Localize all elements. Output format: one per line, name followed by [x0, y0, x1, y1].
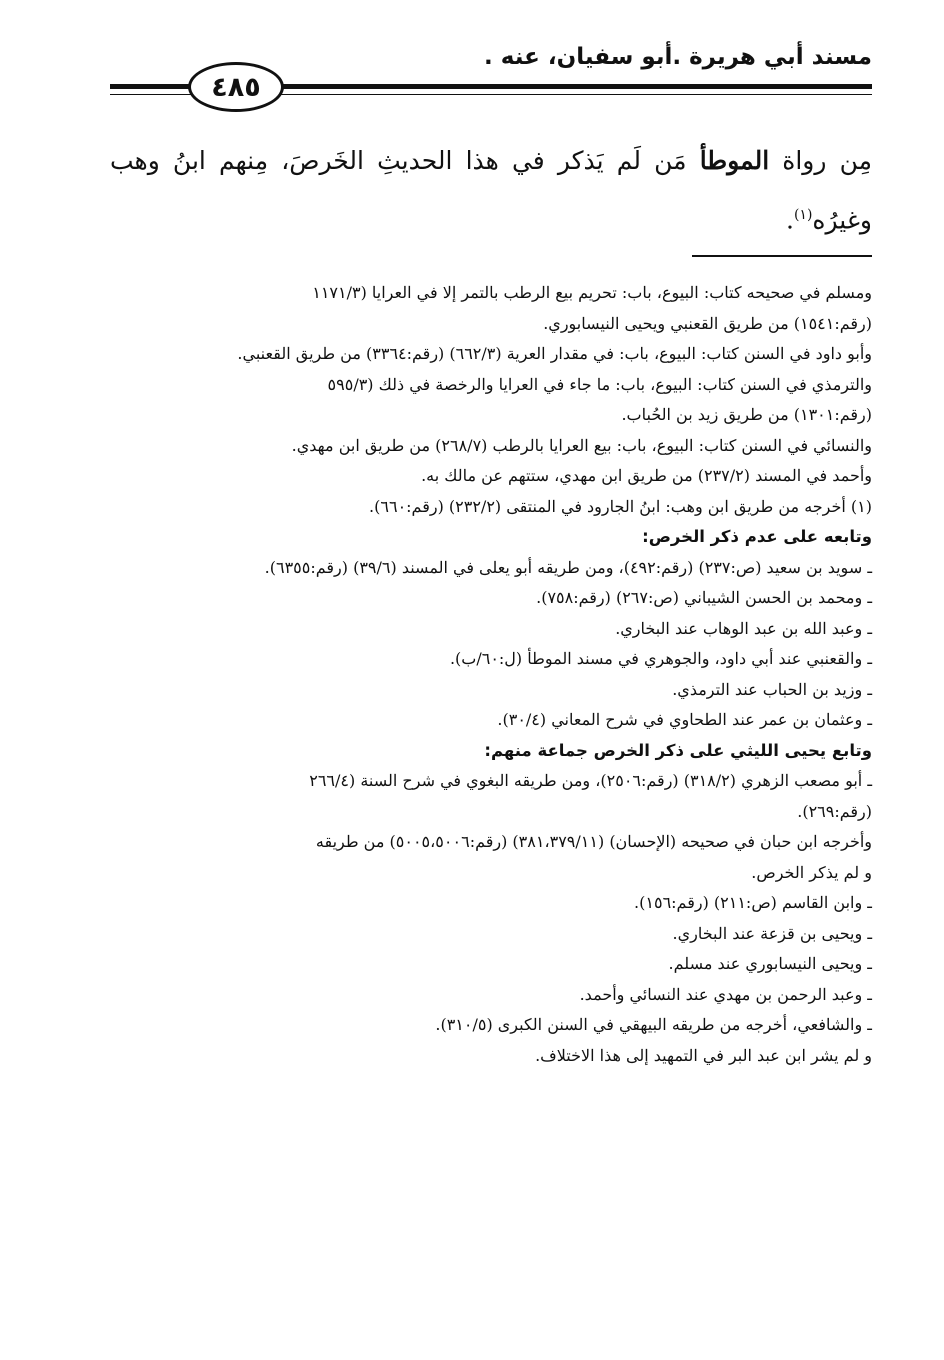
- footnote-subheading: وتابعه على عدم ذكر الخرص:: [642, 527, 872, 546]
- footnote-line: وأبو داود في السنن كتاب: البيوع، باب: في مقدار العرية (٦٦٢/٣) (رقم:٣٣٦٤) من طريق القعنبي.: [237, 344, 872, 363]
- footnote-line: ـ أبو مصعب الزهري (٣١٨/٢) (رقم:٢٥٠٦)، ومن طريقه البغوي في شرح السنة (٢٦٦/٤: [309, 771, 872, 790]
- footnote-line: ـ وابن القاسم (ص:٢١١) (رقم:١٥٦).: [634, 893, 872, 912]
- footnote-line: ـ والقعنبي عند أبي داود، والجوهري في مسند الموطأ (ل:٦٠/ب).: [449, 649, 872, 668]
- footnote-line: (رقم:١٥٤١) من طريق القعنبي ويحيى النيسابوري.: [543, 313, 872, 333]
- footnote-line: (١) أخرجه من طريق ابن وهب: ابنُ الجارود في المنتقى (٢٣٢/٢) (رقم:٦٦٠).: [369, 496, 872, 516]
- footnote-line: والترمذي في السنن كتاب: البيوع، باب: ما جاء في العرايا والرخصة في ذلك (٥٩٥/٣: [327, 374, 872, 394]
- footnote-line: ـ وعثمان بن عمر عند الطحاوي في شرح المعاني (٣٠/٤).: [497, 710, 872, 729]
- footnote-line: و لم يشر ابن عبد البر في التمهيد إلى هذا الاختلاف.: [535, 1045, 872, 1065]
- footnote-line: ومسلم في صحيحه كتاب: البيوع، باب: تحريم بيع الرطب بالتمر إلا في العرايا (١١٧١/٣: [312, 283, 872, 302]
- footnote-separator: [692, 255, 872, 257]
- footnote-line: والنسائي في السنن كتاب: البيوع، باب: بيع العرايا بالرطب (٢٦٨/٧) من طريق ابن مهدي.: [291, 435, 872, 455]
- footnote-subheading: وتابع يحيى الليثي على ذكر الخرص جماعة منهم:: [484, 740, 872, 760]
- footnote-line: ـ والشافعي، أخرجه من طريقه البيهقي في السنن الكبرى (٣١٠/٥).: [435, 1015, 872, 1034]
- footnote-line: ـ ويحيى النيسابوري عند مسلم.: [668, 954, 872, 973]
- footnote-line: ـ ومحمد بن الحسن الشيباني (ص:٢٦٧) (رقم:٧٥٨).: [536, 588, 872, 607]
- main-text-part1: مِن رواة: [769, 146, 872, 175]
- main-text-bold: الموطأ: [699, 146, 770, 175]
- running-header-title: مسند أبي هريرة .أبو سفيان، عنه .: [484, 44, 872, 70]
- footnotes-section: [108, 278, 872, 1071]
- footnote-reference[interactable]: (١): [793, 207, 813, 223]
- main-text-end: .: [785, 205, 794, 235]
- footnote-line: (رقم:١٣٠١) من طريق زيد بن الحُباب.: [621, 405, 872, 424]
- footnote-line: (رقم:٢٦٩).: [797, 801, 872, 821]
- footnote-line: ـ وزيد بن الحباب عند الترمذي.: [672, 679, 872, 699]
- main-text-part2: مَن لَم يَذكر في هذا الحديثِ الخَرصَ، مِنهم ابنُ وهب وغيرُه: [110, 146, 872, 235]
- footnote-line: و لم يذكر الخرص.: [751, 862, 872, 882]
- page-number-badge: [188, 62, 284, 112]
- footnote-line: ـ سويد بن سعيد (ص:٢٣٧) (رقم:٤٩٢)، ومن طريقه أبو يعلى في المسند (٣٩/٦) (رقم:٦٣٥٥).: [264, 557, 872, 577]
- footnote-line: ـ وعبد الرحمن بن مهدي عند النسائي وأحمد.: [579, 984, 872, 1004]
- main-paragraph: [110, 134, 872, 247]
- footnote-line: ـ وعبد الله بن عبد الوهاب عند البخاري.: [615, 618, 872, 638]
- footnote-line: وأخرجه ابن حبان في صحيحه (الإحسان) (٣٨١،٣٧٩/١١) (رقم:٥٠٠٥،٥٠٠٦) من طريقه: [315, 832, 872, 851]
- page-number: ٤٨٥: [211, 71, 261, 103]
- footnote-line: ـ ويحيى بن قزعة عند البخاري.: [672, 923, 872, 943]
- footnote-line: وأحمد في المسند (٢٣٧/٢) من طريق ابن مهدي، ستتهم عن مالك به.: [421, 466, 872, 485]
